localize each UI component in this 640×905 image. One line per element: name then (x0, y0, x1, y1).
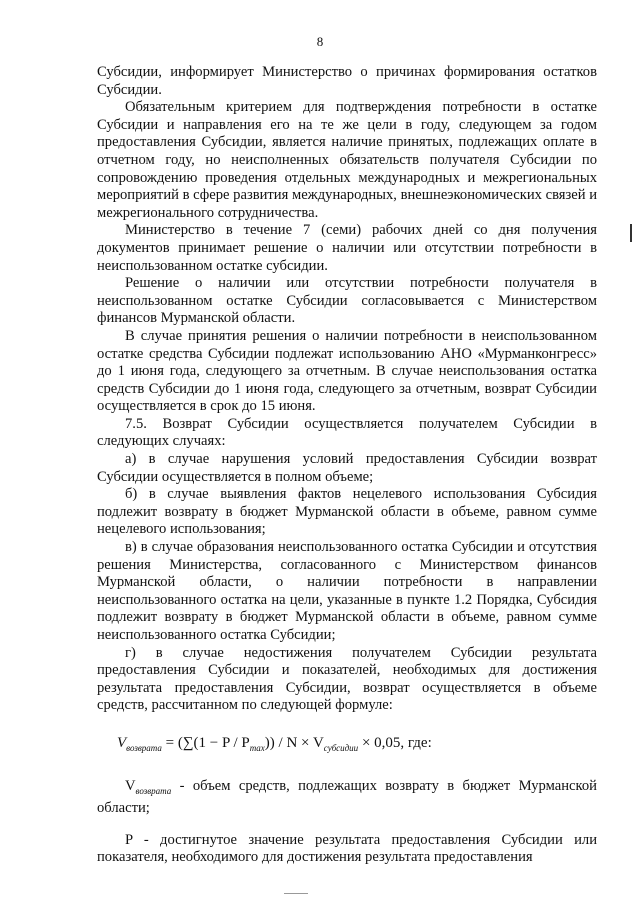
definition-symbol: V (125, 777, 136, 794)
formula-vsub-sub: субсидии (323, 742, 359, 753)
paragraph: г) в случае недостижения получателем Субсидии результата предоставления Субсидии и показателей, необходимых для достижения результата предоставления Субсидии, возврат осуществляется в объеме средств, рассчитанном по следующей формуле: (97, 644, 597, 714)
paragraph: В случае принятия решения о наличии потребности в неиспользованном остатке средства Субсидии подлежат использованию АНО «Мурманконгресс» до 1 июня года, следующего за отчетным. В случае неиспользования остатка средств Субсидии до 1 июня года, следующего за отчетным, возврат Субсидии осуществляется в срок до 15 июня. (97, 327, 597, 415)
paragraph: Решение о наличии или отсутствии потребности получателя в неиспользованном остатке Субсидии согласовывается с Министерством финансов Мурманской области. (97, 275, 597, 327)
formula-pmax-sub: max (249, 742, 265, 753)
paragraph: в) в случае образования неиспользованного остатка Субсидии и отсутствия решения Министерства, согласованного с Министерством финансов Мурманской области, о наличии потребности в направлении неиспользованного остатка на цели, указанные в пункте 1.2 Порядка, Субсидия подлежит возврату в бюджет Мурманской области в объеме, равном сумме неиспользованного остатка Субсидии; (97, 539, 597, 643)
margin-mark (630, 224, 632, 242)
formula-tail: × 0,05, где: (358, 734, 432, 751)
paragraph: Обязательным критерием для подтверждения потребности в остатке Субсидии и направления его на те же цели в году, следующем за годом предоставления Субсидии, является наличие принятых, подлежащих оплате в отчетном году, но неисполненных обязательств получателя Субсидии по сопровождению проведения отдельных международных и межрегиональных мероприятий в сфере развития международных, внешнеэкономических связей и межрегионального сотрудничества. (97, 99, 597, 221)
formula (117, 735, 597, 758)
formula-v-sub: возврата (126, 742, 162, 753)
definition-text: - объем средств, подлежащих возврату в бюджет Мурманской области; (97, 777, 597, 817)
formula-mid: )) / N × V (264, 734, 324, 751)
definition-symbol: P (125, 831, 133, 848)
formula-v: V (117, 734, 127, 751)
footer-divider (284, 893, 308, 894)
paragraph: Министерство в течение 7 (семи) рабочих дней со дня получения документов принимает решение о наличии или отсутствии потребности в неиспользованном остатке субсидии. (97, 222, 597, 274)
page-number: 8 (316, 34, 324, 49)
definition (97, 778, 597, 818)
paragraph: а) в случае нарушения условий предоставления Субсидии возврат Субсидии осуществляется в полном объеме; (97, 451, 597, 485)
definition-text: - достигнутое значение результата предоставления Субсидии или показателя, необходимого для достижения результата предоставления (97, 831, 597, 866)
paragraph: б) в случае выявления фактов нецелевого использования Субсидия подлежит возврату в бюджет Мурманской области в объеме, равном сумме нецелевого использования; (97, 486, 597, 538)
paragraph: 7.5. Возврат Субсидии осуществляется получателем Субсидии в следующих случаях: (97, 415, 597, 450)
definition (97, 832, 597, 867)
definition-symbol-sub: возврата (135, 785, 172, 796)
formula-body: = (∑(1 − P / P (161, 734, 250, 751)
paragraph: Субсидии, информирует Министерство о причинах формирования остатков Субсидии. (97, 64, 597, 98)
document-body (97, 64, 597, 867)
